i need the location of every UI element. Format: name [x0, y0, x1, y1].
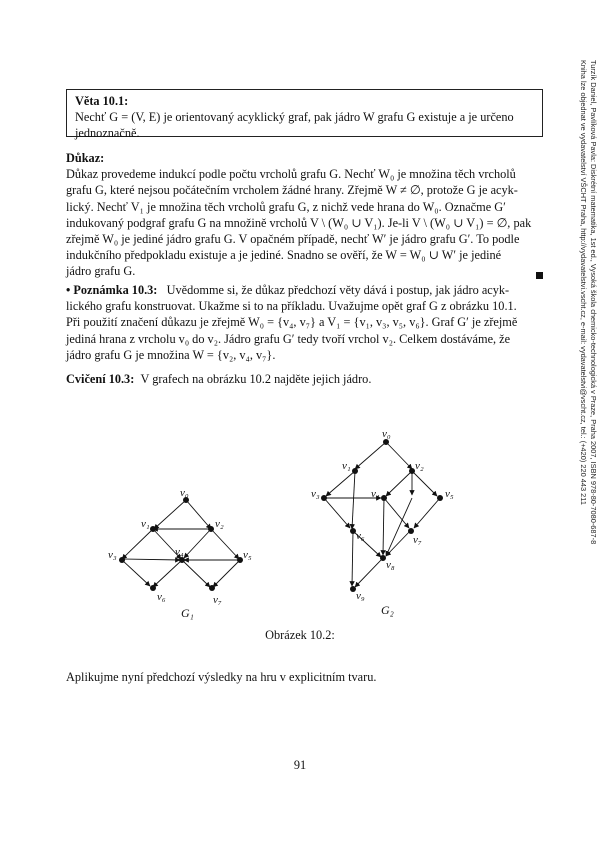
- theorem-line-2: jednoznačně.: [75, 126, 140, 141]
- remark-block: [66, 282, 543, 363]
- g2-vertex: [321, 495, 327, 501]
- g1-vertex: [150, 526, 156, 532]
- g1-label-v5: v₅: [243, 549, 252, 561]
- remark-line: jádro grafu G je množina W = {v₂, v₄, v₇}.: [66, 347, 276, 362]
- g1-label-v1: v₁: [141, 518, 150, 530]
- figure-caption: Obrázek 10.2:: [265, 628, 335, 642]
- remark-title: • Poznámka 10.3:: [66, 283, 158, 297]
- theorem-box: [66, 89, 543, 141]
- g2-label-v9: v₉: [356, 590, 365, 602]
- theorem-line-1: Nechť G = (V, E) je orientovaný acyklický graf, pak jádro W grafu G existuje a je určeno: [75, 110, 514, 125]
- g2-vertex: [381, 495, 387, 501]
- graph-g1: [122, 500, 240, 587]
- g1-vertex: [209, 585, 215, 591]
- sidebar-line-2: Kniha lze objednat ve vydavatelství VŠCHT Praha, http://vydavatelstvi.vscht.cz, e-mail: vydavatelstvi@vscht.cz, tel.: (+420) 220 443 211: [579, 60, 588, 505]
- g2-label-v4: v₄: [371, 488, 380, 500]
- g1-label-v0: v₀: [180, 487, 189, 499]
- proof-line: Důkaz provedeme indukcí podle počtu vrcholů grafu G. Nechť W₀ je množina těch vrcholů: [66, 167, 516, 182]
- g2-label-v3: v₃: [311, 488, 320, 500]
- g2-vertex: [437, 495, 443, 501]
- exercise-block: [66, 371, 543, 387]
- g2-label-v8: v₈: [386, 559, 395, 571]
- exercise-title: Cvičení 10.3:: [66, 372, 135, 386]
- proof-line: jádro grafu G.: [66, 264, 136, 279]
- proof-line: indukovaný podgraf grafu G na množině vrcholů V \ (W₀ ∪ V₁). Je-li V \ (W₀ ∪ V₁) = ∅, pak: [66, 215, 532, 230]
- g2-label-v1: v₁: [342, 460, 351, 472]
- proof-line: grafu G, které nejsou počátečním vrcholem žádné hrany. Zřejmě W ≠ ∅, protože G je acyk-: [66, 183, 518, 198]
- g2-label-v5: v₅: [445, 488, 454, 500]
- proof-line: indukčního předpokladu existuje a je jediné. Snadno se ověří, že W = W₀ ∪ W′ je jediné: [66, 248, 502, 263]
- remark-line: jediná hrana z vrcholu v₀ do v₂. Jádro grafu G′ tedy tvoří vrchol v₂. Celkem dostáváme, že: [66, 331, 511, 346]
- g1-label-v2: v₂: [215, 518, 224, 530]
- qed-square: [536, 272, 543, 279]
- remark-line: Uvědomme si, že důkaz předchozí věty dává i postup, jak jádro acyk-: [166, 283, 510, 297]
- proof-title: Důkaz:: [66, 151, 105, 165]
- g1-label-v6: v₆: [157, 591, 166, 603]
- remark-line: Při použití značení důkazu je zřejmě W₀ = {v₄, v₇} a V₁ = {v₁, v₃, v₅, v₆}. Graf G′ je zřejmě: [66, 315, 518, 330]
- g1-label-v3: v₃: [108, 549, 117, 561]
- g1-graph-label: G₁: [181, 606, 194, 620]
- g2-label-v0: v₀: [382, 428, 391, 440]
- exercise-text: V grafech na obrázku 10.2 najděte jejich jádro.: [140, 372, 372, 386]
- page-number: 91: [293, 758, 307, 772]
- theorem-title: Věta 10.1:: [75, 94, 129, 108]
- g2-vertex: [352, 468, 358, 474]
- g1-label-v7: v₇: [213, 594, 222, 606]
- sidebar-line-1: Turzík Daniel, Pavlíková Pavla: Diskrétní matematika, 1st ed., Vysoká škola chemicko-technologická v Praze, Praha 2007, ISBN 978-80-7080-687-8: [589, 60, 598, 545]
- g1-vertex: [208, 526, 214, 532]
- proof-line: lický. Nechť V₁ je množina těch vrcholů grafu G, z nichž vede hrana do W₀. Označme G′: [66, 199, 506, 214]
- closing-paragraph: Aplikujme nyní předchozí výsledky na hru v explicitním tvaru.: [66, 670, 377, 684]
- g1-label-v4: v₄: [175, 546, 184, 558]
- g1-vertex: [150, 585, 156, 591]
- remark-line: lického grafu konstruovat. Ukažme si to na příkladu. Uvažujme opět graf G z obrázku 10.1.: [66, 299, 517, 314]
- g2-graph-label: G₂: [381, 603, 394, 617]
- proof-line: zřejmě W₀ je jediné jádro grafu G. V opačném případě, nechť W′ je jádro grafu G′. To podle: [66, 232, 520, 247]
- g2-label-v7: v₇: [413, 534, 422, 546]
- figure-graphs: [0, 400, 600, 630]
- proof-block: [66, 150, 543, 280]
- g2-label-v6: v₆: [356, 530, 365, 542]
- g1-vertex: [119, 557, 125, 563]
- g2-label-v2: v₂: [415, 460, 424, 472]
